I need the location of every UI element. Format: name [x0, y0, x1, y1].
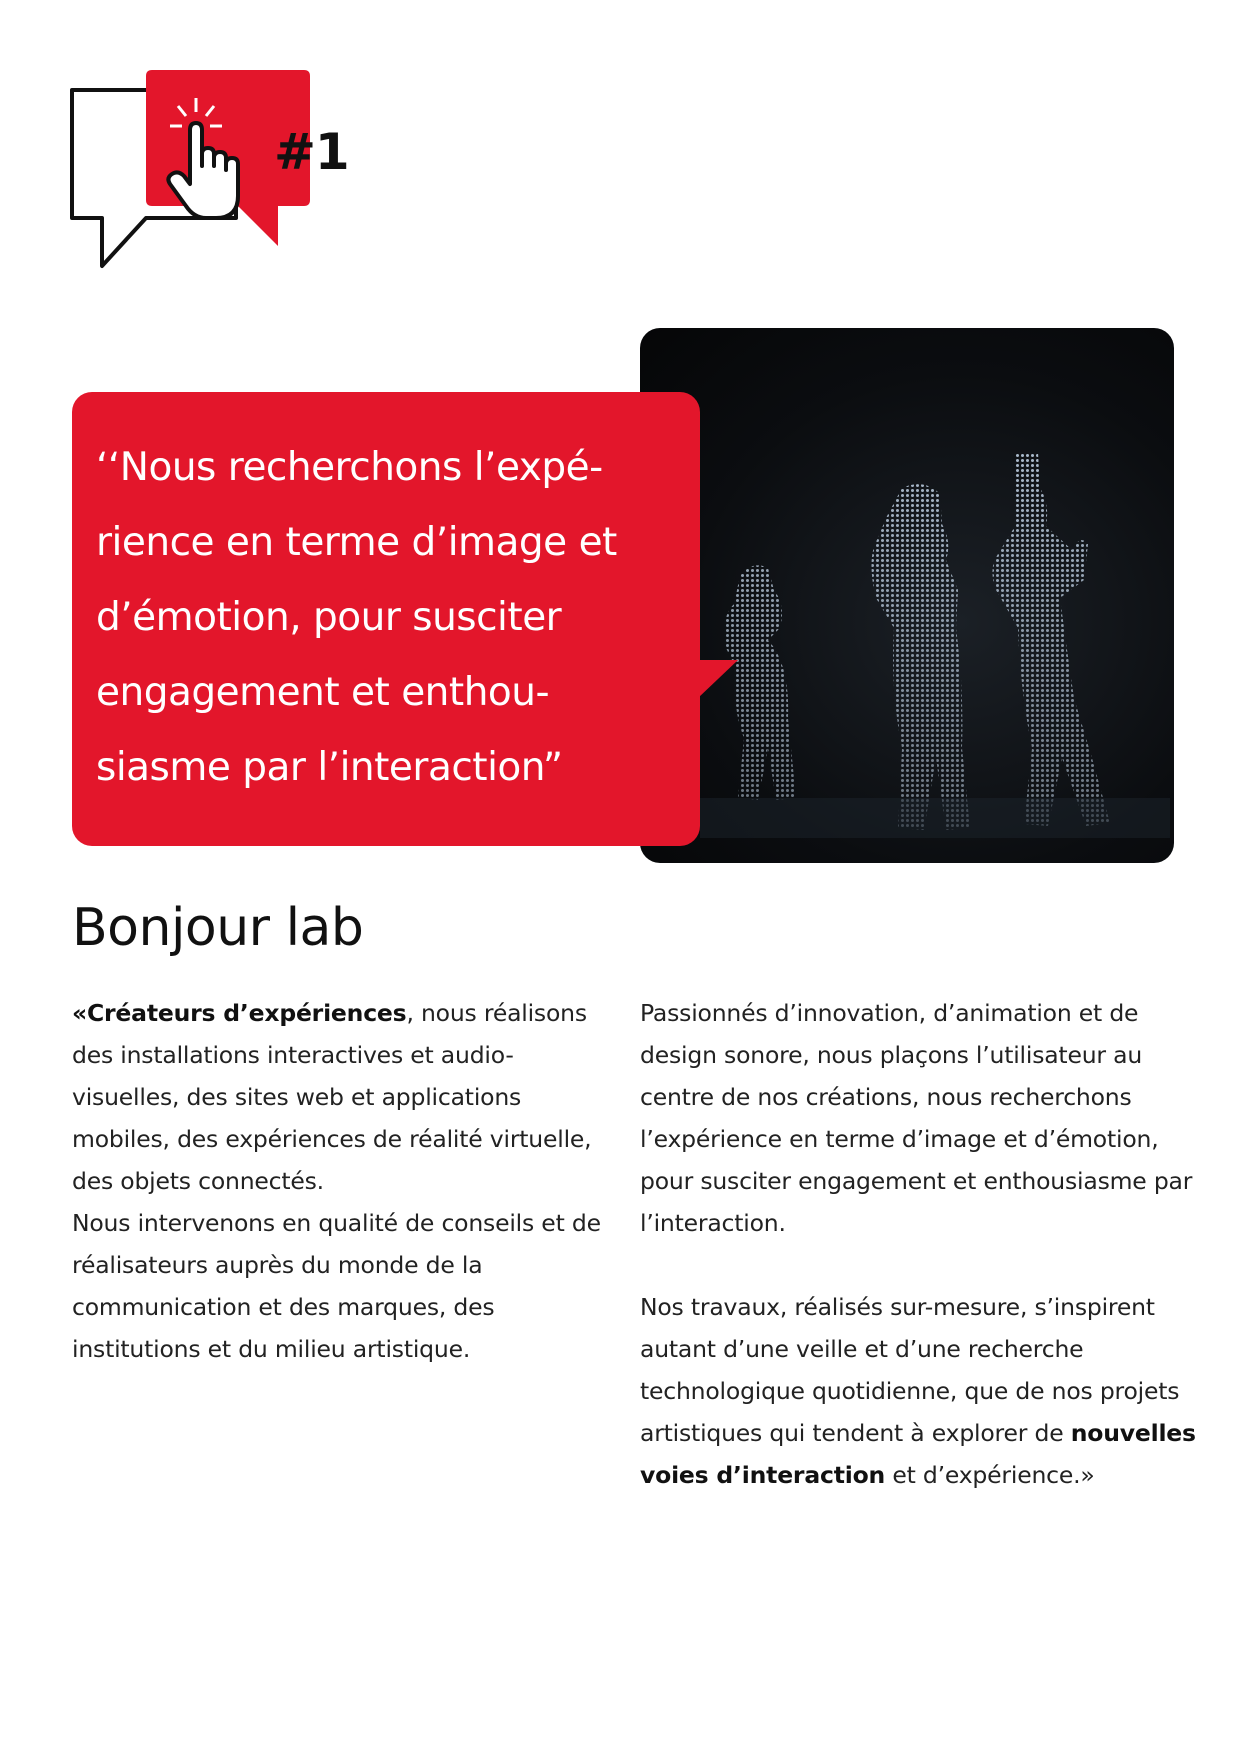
left-lead-bold: «Créateurs d’expériences [72, 999, 407, 1027]
quote-bubble [72, 392, 700, 846]
quote-bubble-tail [698, 660, 738, 698]
right-paragraph-2 [640, 1286, 1200, 1496]
left-column [72, 992, 612, 1370]
right-column [640, 992, 1200, 1496]
right-paragraph-1: Passionnés d’innovation, d’animation et de design sonore, nous plaçons l’utilisateur au centre de nos créations, nous recherchons l’expérience en terme d’image et d’émotion, pour susciter engagement et enthousiasme par l’interaction. [640, 999, 1193, 1237]
paragraph-gap [640, 1244, 1200, 1286]
section-number: #1 [274, 123, 349, 181]
right-paragraph-2-start: Nos travaux, réalisés sur-mesure, s’inspirent autant d’une veille et d’une recherche technologique quotidienne, que de nos projets artistiques qui tendent à explorer de [640, 1293, 1180, 1447]
left-paragraph-1 [72, 992, 612, 1202]
right-bold-phrase: nouvelles voies d’interaction [640, 1419, 1196, 1489]
left-paragraph-1-text: , nous réalisons des installations interactives et audio-visuelles, des sites web et applications mobiles, des expériences de réalité virtuelle, des objets connectés. [72, 999, 592, 1195]
pull-quote: ‘‘Nous recherchons l’expé- rience en terme d’image et d’émotion, pour susciter engagement et enthou- siasme par l’interaction” [96, 445, 617, 790]
right-paragraph-2-end: et d’expérience.» [885, 1461, 1095, 1489]
left-paragraph-2: Nous intervenons en qualité de conseils et de réalisateurs auprès du monde de la communication et des marques, des institutions et du milieu artistique. [72, 1209, 601, 1363]
section-title: Bonjour lab [72, 898, 364, 958]
point-cloud-figures-image [640, 328, 1174, 863]
